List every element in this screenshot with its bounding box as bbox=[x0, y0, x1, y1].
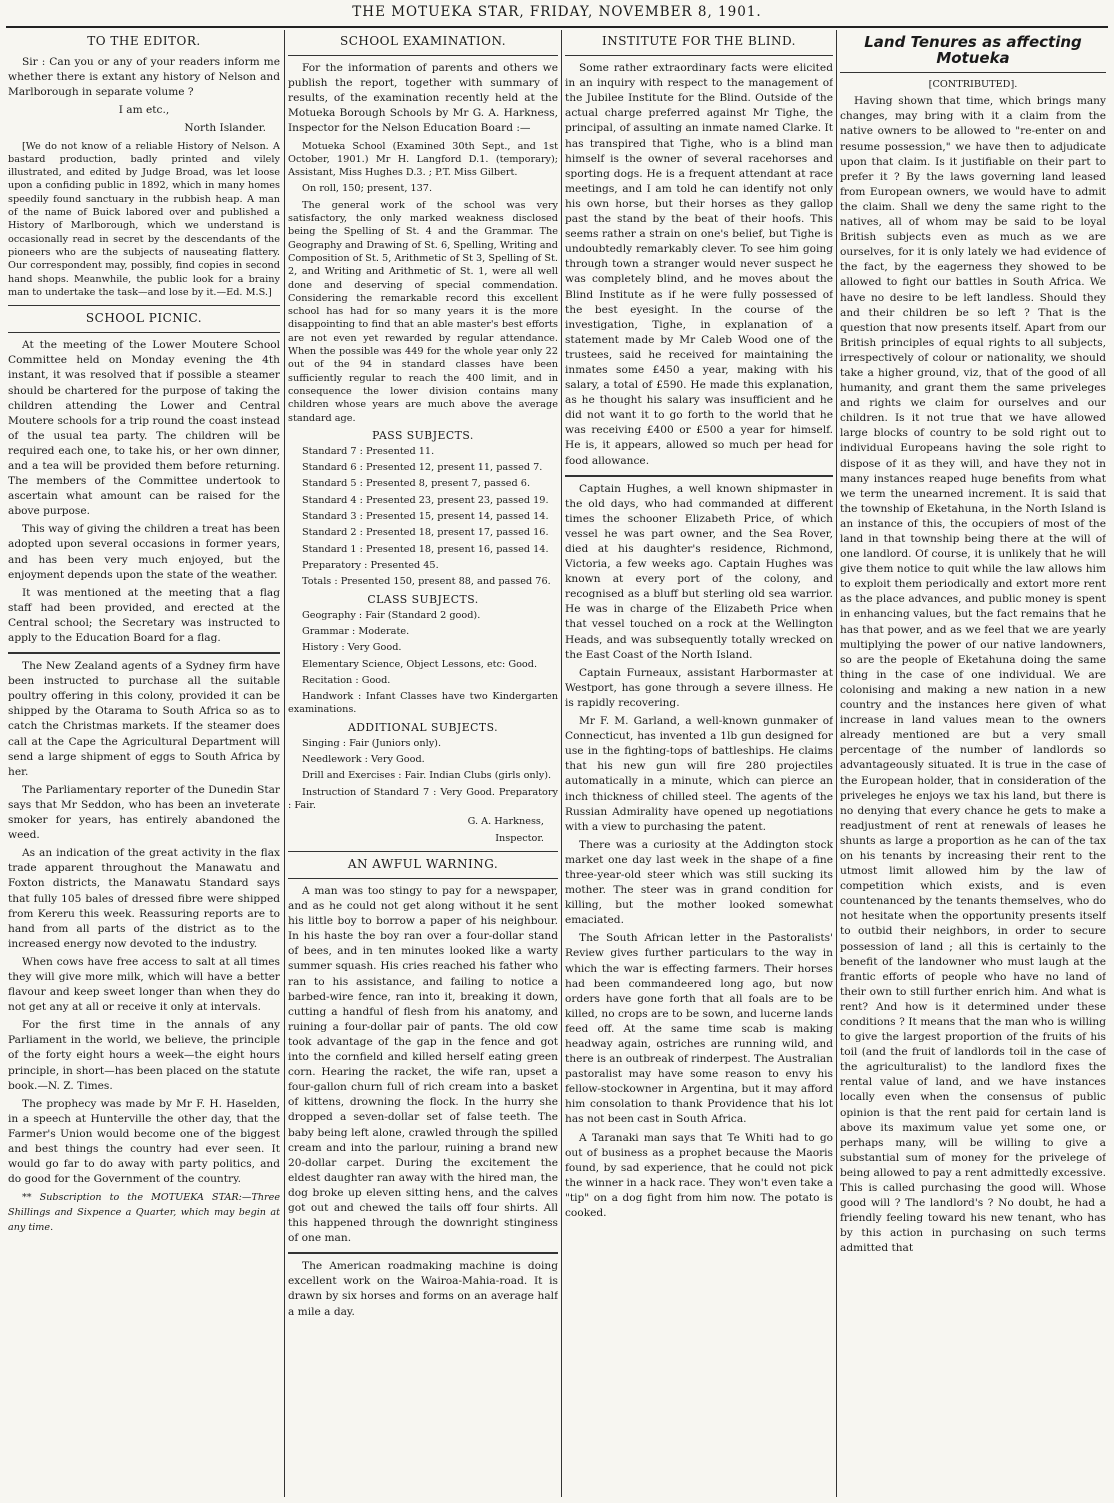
rule bbox=[288, 851, 558, 852]
exam-signature-title: Inspector. bbox=[495, 832, 544, 844]
rule bbox=[8, 305, 280, 306]
class-line: Grammar : Moderate. bbox=[302, 625, 410, 637]
news-paragraph: A Taranaki man says that Te Whiti had to go out of business as a prophet because the Maoris found, by sad experience, that he could not pick the winner in a hack race. They won't even take a "tip" on a dog fight from him now. The potato is cooked. bbox=[565, 1131, 833, 1220]
roadmaking-text: The American roadmaking machine is doing excellent work on the Wairoa-Mahia-road. It is drawn by six horses and forms on an average half a mile a day. bbox=[288, 1260, 558, 1318]
warning-heading: AN AWFUL WARNING. bbox=[347, 856, 499, 871]
exam-heading: SCHOOL EXAMINATION. bbox=[339, 34, 507, 48]
news-paragraph: The Parliamentary reporter of the Dunedin Star says that Mr Seddon, who has been an inveterate smoker for years, has entirely abandoned the weed. bbox=[8, 783, 280, 842]
blind-text: Some rather extraordinary facts were elicited in an inquiry with respect to the management of the Jubilee Institute for the Blind. Outside of the actual charge preferred against Mr Tighe, the principal, of assulting an inmate named Clarke. It has transpired that Tighe, who is a blind man himself is the owner of several racehorses and sporting dogs. He is a frequent attendant at race meetings, and I am told he can identify not only his own horse, but their horses as they gallop past the stand by the beat of their hoofs. This seems rather a strain on one's belief, but Tighe is undoubtedly remarkably clever. To see him going through town a stranger would never suspect he was completely blind, and he moves about the Blind Institute as if he were fully possessed of the best eyesight. In the course of the investigation, Tighe, in explanation of a statement made by Mr Caleb Wood one of the trustees, said he received for maintaining the inmates some £450 a year, making with his salary, a total of £590. He made this explanation, as he thought his salary was insufficient and he did not want it to go forth to the world that he was receiving £400 or £500 a year for himself. He is, it appears, allowed so much per head for food allowance. bbox=[565, 62, 833, 467]
column-2 bbox=[288, 32, 558, 1497]
pass-line: Standard 4 : Presented 23, present 23, passed 19. bbox=[302, 494, 549, 506]
editor-reply: [We do not know of a reliable History of Nelson. A bastard production, badly printed and vilely illustrated, and edited by Judge Broad, was let loose upon a confiding public in 1892, which in many homes speedily found sanctuary in the rubbish heap. A man of the name of Buick labored over and published a History of Marlborough, which we understand is occasionally read in secret by the descendants of the pioneers who are the subjects of nauseating flattery. Our correspondent may, possibly, find copies in second hand shops. Meanwhile, the public look for a brainy man to undertake the task—and lose by it.—Ed. M.S.] bbox=[8, 140, 280, 298]
column-divider bbox=[836, 30, 837, 1497]
rule bbox=[840, 72, 1106, 73]
news-paragraph: Mr F. M. Garland, a well-known gunmaker of Connecticut, has invented a 1lb gun designed for use in the fighting-tops of battleships. He claims that his new gun will fire 280 projectiles automatically in a minute, which can pierce an inch thickness of chilled steel. The agents of the Russian Admirality have opened up negotiations with a view to purchasing the patent. bbox=[565, 715, 833, 833]
class-line: Geography : Fair (Standard 2 good). bbox=[302, 609, 481, 621]
blind-heading: INSTITUTE FOR THE BLIND. bbox=[602, 34, 796, 48]
exam-intro: For the information of parents and others we publish the report, together with summary of results, of the examination recently held at the Motueka Borough Schools by Mr G. A. Harkness, Inspector for the Nelson Education Board :— bbox=[288, 62, 558, 135]
rule bbox=[8, 332, 280, 333]
pass-line: Standard 3 : Presented 15, present 14, passed 14. bbox=[302, 511, 549, 523]
class-line: Elementary Science, Object Lessons, etc: Good. bbox=[302, 658, 538, 670]
news-paragraph: There was a curiosity at the Addington stock market one day last week in the shape of a fine three-year-old steer which was still sucking its mother. The steer was in grand condition for killing, but the mother looked somewhat emaciated. bbox=[565, 838, 833, 927]
additional-line: Drill and Exercises : Fair. Indian Clubs (girls only). bbox=[302, 770, 552, 782]
land-tenures-text: Having shown that time, which brings many changes, may bring with it a claim from the native owners to be allowed to "re-enter on and resume possession," we have then to adjudicate upon that claim. Is it justifiable on their part to prefer it ? By the laws governing land leased from European owners, we would have to admit the claim. Shall we deny the same right to the natives, all of whom may be said to be loyal British subjects even as much as we are ourselves, for it is only lately we had evidence of the fact, by the eagerness they showed to be allowed to fight our battles in South Africa. We have no desire to be left landless. Should they and their children be so left ? That is the question that now presents itself. Apart from our British principles of equal rights to all subjects, irrespectively of colour or nationality, we should take a higher ground, viz, that of the good of all humanity, and grant them the same priveleges and rights we claim for ourselves and our children. Is it not true that we have allowed large blocks of country to be sold right out to individual Europeans having the sole right to dispose of it as they will, and have they not in many instances reaped huge benefits from what we term the unearned increment. It is said that the township of Eketahuna, in the North Island is an instance of this, the occupiers of most of the land in that township being there at the will of one landlord. Of course, it is unlikely that he will give them notice to quit while the law allows him to exploit them periodically and extort more rent as the place advances, and public money is spent in enhancing values, but the fact remains that he has that power, and as we feel that we are yearly multiplying the power of our native landowners, so are the people of Eketahuna doing the same thing in the case of one individual. We are colonising and making a new nation in a new country and the instances here given of what increase in land values mean to the owners already mentioned are but a very small percentage of the number of landlords so advantageously situated. It is true in the case of the European holder, that in consideration of the priveleges he enjoys we tax his land, but there is no denying that every chance he gets to make a readjustment of rent at renewals of leases he shunts as large a proportion as he can of the tax on his tenants by increasing their rent to the utmost limit allowed him by the law of competition which exists, and is even countenanced by the tenants themselves, who do not hesitate when the opportunity presents itself to outbid their neighbors, in order to secure possession of land ; all this is certainly to the benefit of the landowner who must laugh at the frantic efforts of people who have no land of their own to still further enrich him. And what is rent? And how is it determined under these conditions ? It means that the man who is willing to give the largest proportion of the fruits of his toil (and the fruit of landlords toil in the case of the agriculturalist) to the landlord fixes the rental value of land, and we have instances locally even when the consensus of public opinion is that the rent paid for certain land is above its maximum value yet some one, or perhaps many, will be willing to give a substantial sum of money for the privelege of being allowed to pay a rent admittedly excessive. This is called purchasing the good will. Whose good will ? The landlord's ? No doubt, he had a friendly feeling toward his new tenant, who has by this action in purchasing on such terms admitted that bbox=[840, 95, 1106, 1255]
masthead-rule bbox=[6, 26, 1108, 28]
rule bbox=[288, 1252, 558, 1254]
pass-line: Standard 2 : Presented 18, present 17, passed 16. bbox=[302, 527, 549, 539]
warning-text: A man was too stingy to pay for a newspaper, and as he could not get along without it he sent his little boy to borrow a paper of his neighbour. In his haste the boy ran over a four-dollar stand of bees, and in ten minutes looked like a warty summer squash. His cries reached his father who ran to his assistance, and failing to notice a barbed-wire fence, ran into it, breaking it down, cutting a handful of flesh from his anatomy, and ruining a four-dollar pair of pants. The old cow took advantage of the gap in the fence and got into the cornfield and killed herself eating green corn. Hearing the racket, the wife ran, upset a four-gallon churn full of rich cream into a basket of kittens, drowning the flock. In the hurry she dropped a seven-dollar set of false teeth. The baby being left alone, crawled through the spilled cream and into the parlour, ruining a brand new 20-dollar carpet. During the excitement the eldest daughter ran away with the hired man, the dog broke up eleven sitting hens, and the calves got out and chewed the tails off four shirts. All this happened through the downright stinginess of one man. bbox=[288, 885, 558, 1245]
exam-signature: G. A. Harkness, bbox=[467, 816, 544, 828]
pass-line: Standard 7 : Presented 11. bbox=[302, 445, 435, 457]
picnic-heading: SCHOOL PICNIC. bbox=[85, 311, 203, 326]
subscription-notice: ** Subscription to the MOTUEKA STAR:—Three Shillings and Sixpence a Quarter, which may begin at any time. bbox=[8, 1192, 280, 1234]
editor-signer: North Islander. bbox=[184, 122, 266, 135]
exam-roll: On roll, 150; present, 137. bbox=[302, 183, 433, 195]
class-line: History : Very Good. bbox=[302, 642, 402, 654]
editor-heading: TO THE EDITOR. bbox=[87, 34, 201, 48]
rule bbox=[565, 55, 833, 56]
class-heading: CLASS SUBJECTS. bbox=[367, 592, 479, 606]
picnic-paragraph: At the meeting of the Lower Moutere School Committee held on Monday evening the 4th instant, it was resolved that if possible a steamer should be chartered for the purpose of taking the children attending the Lower and Central Moutere schools for a trip round the coast instead of the usual tea party. The children will be required each one, to take his, or her own dinner, and a tea will be provided them before returning. The members of the Committee undertook to ascertain what amount can be raised for the above purpose. bbox=[8, 339, 280, 518]
rule bbox=[8, 652, 280, 654]
news-paragraph: As an indication of the great activity in the flax trade apparent throughout the Manawatu and Foxton districts, the Manawatu Standard says that fully 105 bales of dressed fibre were shipped from Kereru this week. Reassuring reports are to hand from all parts of the district as to the increased energy now devoted to the industry. bbox=[8, 847, 280, 950]
pass-line: Totals : Presented 150, present 88, and passed 76. bbox=[302, 576, 551, 588]
additional-line: Singing : Fair (Juniors only). bbox=[302, 737, 442, 749]
news-paragraph: The New Zealand agents of a Sydney firm have been instructed to purchase all the suitable poultry offering in this colony, provided it can be shipped by the Otarama to South Africa so as to catch the Christmas markets. If the steamer does call at the Cape the Agricultural Department will send a large shipment of eggs to South Africa by her. bbox=[8, 660, 280, 778]
picnic-paragraph: This way of giving the children a treat has been adopted upon several occasions in former years, and has been very much enjoyed, but the enjoyment depends upon the state of the weather. bbox=[8, 523, 280, 581]
pass-line: Standard 1 : Presented 18, present 16, passed 14. bbox=[302, 543, 549, 555]
news-paragraph: The South African letter in the Pastoralists' Review gives further particulars to the way in which the war is effecting farmers. Their horses had been commandeered long ago, but now orders have gone forth that all foals are to be killed, no crops are to be sown, and lucerne lands feed off. At the same time scab is making headway again, ostriches are running wild, and there is an outbreak of rinderpest. The Australian pastoralist may have some reason to envy his fellow-stockowner in Argentina, but it may afford him consolation to thank Providence that his lot has not been cast in South Africa. bbox=[565, 932, 833, 1126]
news-paragraph: When cows have free access to salt at all times they will give more milk, which will have a better flavour and keep sweet longer than when they do not get any at all or receive it only at intervals. bbox=[8, 955, 280, 1014]
land-tenures-heading: Land Tenures as affecting Motueka bbox=[864, 33, 1082, 67]
additional-heading: ADDITIONAL SUBJECTS. bbox=[347, 720, 499, 734]
news-paragraph: The prophecy was made by Mr F. H. Haselden, in a speech at Hunterville the other day, that the Farmer's Union would become one of the biggest and best things the country had ever seen. It would go far to do away with party politics, and do good for the Government of the country. bbox=[8, 1097, 280, 1186]
class-line: Handwork : Infant Classes have two Kindergarten examinations. bbox=[288, 691, 558, 716]
column-3 bbox=[565, 32, 833, 1497]
column-1 bbox=[8, 32, 280, 1497]
column-divider bbox=[561, 30, 562, 1497]
picnic-paragraph: It was mentioned at the meeting that a flag staff had been provided, and erected at the Central school; the Secretary was instructed to apply to the Education Board for a flag. bbox=[8, 586, 280, 644]
news-paragraph: For the first time in the annals of any Parliament in the world, we believe, the principle of the forty eight hours a week—the eight hours principle, in short—has been placed on the statute book.—N. Z. Times. bbox=[8, 1019, 280, 1092]
rule bbox=[565, 475, 833, 477]
rule bbox=[288, 878, 558, 879]
exam-report: The general work of the school was very satisfactory, the only marked weakness disclosed being the Spelling of St. 4 and the Grammar. The Geography and Drawing of St. 6, Spelling, Writing and Composition of St. 5, Arithmetic of St 3, Spelling of St. 2, and Writing and Arithmetic of St. 1, were all well done and deserving of special commendation. Considering the remarkable record this excellent school has had for so many years it is the more disappointing to find that an able master's best efforts are not even yet rewarded by regular attendance. When the possible was 449 for the whole year only 22 out of the 94 in standard classes have been sufficiently regular to reach the 400 limit, and in consequence the lower division contains many children whose years are much above the average standard age. bbox=[288, 199, 558, 424]
additional-line: Instruction of Standard 7 : Very Good. Preparatory : Fair. bbox=[288, 786, 558, 812]
news-paragraph: Captain Hughes, a well known shipmaster in the old days, who had commanded at different times the schooner Elizabeth Price, of which vessel he was part owner, and the Sea Rover, died at his daughter's residence, Richmond, Victoria, a few weeks ago. Captain Hughes was known at every port of the colony, and recognised as a bluff but sterling old sea warrior. He was in charge of the Elizabeth Price when that vessel touched on a rock at the Wellington Heads, and was subsequently totally wrecked on the East Coast of the North Island. bbox=[565, 482, 833, 661]
class-line: Recitation : Good. bbox=[302, 674, 391, 686]
news-paragraph: Captain Furneaux, assistant Harbormaster at Westport, has gone through a severe illness. He is rapidly recovering. bbox=[565, 666, 833, 709]
pass-heading: PASS SUBJECTS. bbox=[372, 428, 474, 442]
editor-signoff: I am etc., bbox=[118, 104, 170, 117]
editor-letter: Sir : Can you or any of your readers inform me whether there is extant any history of Nelson and Marlborough in separate volume ? bbox=[8, 56, 280, 99]
pass-line: Standard 6 : Presented 12, present 11, passed 7. bbox=[302, 462, 543, 474]
pass-line: Standard 5 : Presented 8, present 7, passed 6. bbox=[302, 478, 531, 490]
column-4 bbox=[840, 32, 1106, 1497]
masthead: THE MOTUEKA STAR, FRIDAY, NOVEMBER 8, 1901. bbox=[352, 4, 762, 20]
rule bbox=[288, 55, 558, 56]
additional-line: Needlework : Very Good. bbox=[302, 754, 425, 766]
pass-line: Preparatory : Presented 45. bbox=[302, 559, 439, 571]
column-divider bbox=[284, 30, 285, 1497]
contributed-label: [CONTRIBUTED]. bbox=[928, 79, 1018, 90]
exam-details: Motueka School (Examined 30th Sept., and 1st October, 1901.) Mr H. Langford D.1. (temporary); Assistant, Miss Hughes D.3. ; P.T. Miss Gilbert. bbox=[288, 140, 558, 179]
